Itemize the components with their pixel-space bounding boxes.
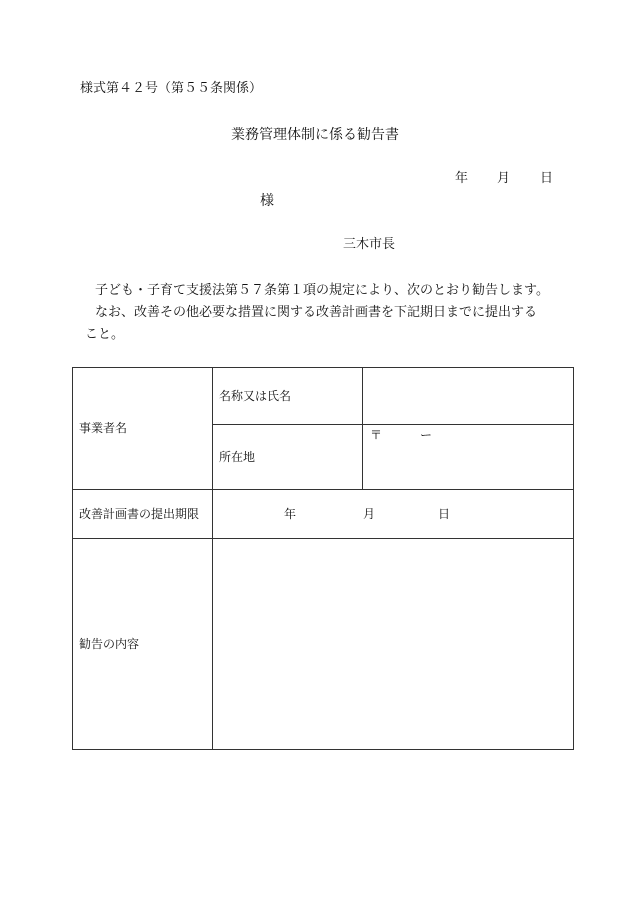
content-label-cell xyxy=(73,539,213,750)
body-text-line-2: なお、改善その他必要な措置に関する改善計画書を下記期日までに提出する xyxy=(95,305,538,320)
name-label: 名称又は氏名 xyxy=(219,388,292,403)
form-number: 様式第４２号（第５５条関係） xyxy=(80,81,263,96)
postal-dash: ー xyxy=(420,428,433,442)
addressee-honorific: 様 xyxy=(260,193,274,209)
name-label-cell xyxy=(213,368,363,425)
address-label-cell xyxy=(213,425,363,490)
business-operator-label-cell xyxy=(73,368,213,490)
business-operator-label: 事業者名 xyxy=(79,421,128,436)
name-value-cell[interactable] xyxy=(363,368,574,425)
postal-mark: 〒 xyxy=(370,428,383,442)
recommendation-table xyxy=(72,367,574,750)
deadline-label: 改善計画書の提出期限 xyxy=(79,506,200,521)
deadline-value-cell[interactable] xyxy=(213,490,574,539)
body-text-line-1: 子ども・子育て支援法第５７条第１項の規定により、次のとおり勧告します。 xyxy=(95,283,549,298)
address-label: 所在地 xyxy=(219,449,256,464)
issuer-name: 三木市長 xyxy=(343,237,396,252)
date-day-label: 日 xyxy=(540,171,554,186)
deadline-month-label: 月 xyxy=(363,506,376,521)
content-label: 勧告の内容 xyxy=(79,636,140,651)
deadline-day-label: 日 xyxy=(438,506,451,521)
address-value-cell[interactable] xyxy=(363,425,574,490)
date-year-label: 年 xyxy=(455,171,469,186)
body-text-line-3: こと。 xyxy=(85,327,125,342)
deadline-year-label: 年 xyxy=(284,506,297,521)
deadline-label-cell xyxy=(73,490,213,539)
date-month-label: 月 xyxy=(497,171,511,186)
document-title: 業務管理体制に係る勧告書 xyxy=(231,127,399,143)
content-value-cell[interactable] xyxy=(213,539,574,750)
